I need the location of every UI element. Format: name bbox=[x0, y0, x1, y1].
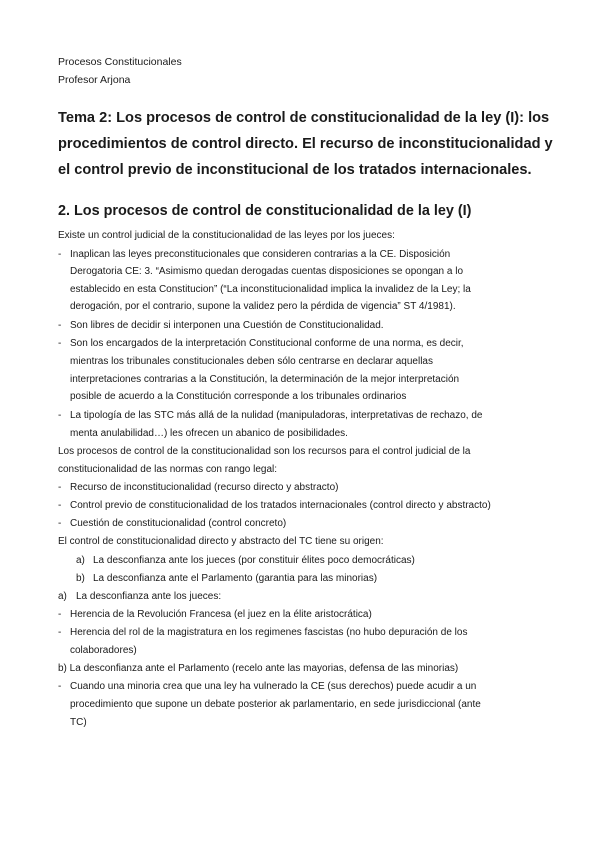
paragraph-line: El control de constitucionalidad directo y abstracto del TC tiene su origen: bbox=[58, 536, 384, 547]
bullet-line: Herencia del rol de la magistratura en los regimenes fascistas (no hubo depuración de los bbox=[70, 627, 468, 638]
subheading: La desconfianza ante los jueces: bbox=[76, 591, 222, 602]
bullet-line: Control previo de constitucionalidad de los tratados internacionales (control directo y abstracto) bbox=[70, 500, 491, 511]
bullet-line: Son libres de decidir si interponen una Cuestión de Constitucionalidad. bbox=[70, 320, 384, 331]
bullet-line: Cuestión de constitucionalidad (control concreto) bbox=[70, 518, 287, 529]
paragraph-line: Existe un control judicial de la constitucionalidad de las leyes por los jueces: bbox=[58, 230, 395, 241]
list-marker: b) bbox=[76, 573, 85, 584]
bullet-line: Derogatoria CE: 3. “Asimismo quedan derogadas cuentas disposiciones se opongan a lo bbox=[70, 266, 464, 277]
document-title bbox=[58, 105, 553, 183]
bullet-line: Cuando una minoria crea que una ley ha vulnerado la CE (sus derechos) puede acudir a un bbox=[70, 681, 477, 692]
bullet-marker: - bbox=[58, 500, 62, 511]
bullet-marker: - bbox=[58, 609, 62, 620]
bullet-line: TC) bbox=[70, 717, 87, 728]
list-item: La desconfianza ante el Parlamento (garantia para las minorias) bbox=[93, 573, 378, 584]
section-heading: 2. Los procesos de control de constitucionalidad de la ley (I) bbox=[58, 203, 472, 219]
bullet-line: posible de acuerdo a la Constitución corresponde a los tribunales ordinarios bbox=[70, 391, 407, 402]
bullet-line: colaboradores) bbox=[70, 645, 137, 656]
bullet-line: La tipología de las STC más allá de la nulidad (manipuladoras, interpretativas de rechazo, de bbox=[70, 410, 483, 421]
list-item: La desconfianza ante los jueces (por constituir élites poco democráticas) bbox=[93, 555, 415, 566]
bullet-line: mientras los tribunales constitucionales deben sólo centrarse en declarar aquellas bbox=[70, 356, 433, 367]
title-line: procedimientos de control directo. El recurso de inconstitucionalidad y bbox=[58, 136, 553, 152]
title-line: el control previo de inconstitucional de los tratados internacionales. bbox=[58, 162, 532, 178]
bullet-line: Inaplican las leyes preconstitucionales que consideren contrarias a la CE. Disposición bbox=[70, 249, 451, 260]
professor-name: Profesor Arjona bbox=[58, 74, 131, 86]
bullet-line: procedimiento que supone un debate posterior ak parlamentario, en sede jurisdiccional (ante bbox=[70, 699, 481, 710]
bullet-marker: - bbox=[58, 518, 62, 529]
paragraph-line: Los procesos de control de la constitucionalidad son los recursos para el control judicial de la bbox=[58, 446, 471, 457]
bullet-marker: - bbox=[58, 320, 62, 331]
subheading: b) La desconfianza ante el Parlamento (recelo ante las mayorias, defensa de las minorias) bbox=[58, 663, 459, 674]
title-line: Tema 2: Los procesos de control de constitucionalidad de la ley (I): los bbox=[58, 110, 550, 126]
list-marker: a) bbox=[58, 591, 67, 602]
bullet-line: Son los encargados de la interpretación Constitucional conforme de una norma, es decir, bbox=[70, 338, 464, 349]
bullet-marker: - bbox=[58, 482, 62, 493]
paragraph-line: constitucionalidad de las normas con rango legal: bbox=[58, 464, 278, 475]
bullet-line: Herencia de la Revolución Francesa (el juez en la élite aristocrática) bbox=[70, 609, 372, 620]
bullet-marker: - bbox=[58, 681, 62, 692]
bullet-marker: - bbox=[58, 338, 62, 349]
bullet-marker: - bbox=[58, 410, 62, 421]
bullet-marker: - bbox=[58, 627, 62, 638]
course-name: Procesos Constitucionales bbox=[58, 56, 182, 68]
bullet-line: establecido en esta Constitucion” (“La inconstitucionalidad implica la invalidez de la Ley; la bbox=[70, 284, 471, 295]
bullet-line: derogación, por el contrario, supone la validez pero la pérdida de vigencia” ST 4/1981). bbox=[70, 301, 456, 312]
list-marker: a) bbox=[76, 555, 85, 566]
bullet-marker: - bbox=[58, 249, 62, 260]
bullet-line: menta anulabilidad…) les ofrecen un abanico de posibilidades. bbox=[70, 428, 348, 439]
bullet-line: Recurso de inconstitucionalidad (recurso directo y abstracto) bbox=[70, 482, 339, 493]
bullet-line: interpretaciones contrarias a la Constitución, la determinación de la mejor interpretación bbox=[70, 374, 460, 385]
